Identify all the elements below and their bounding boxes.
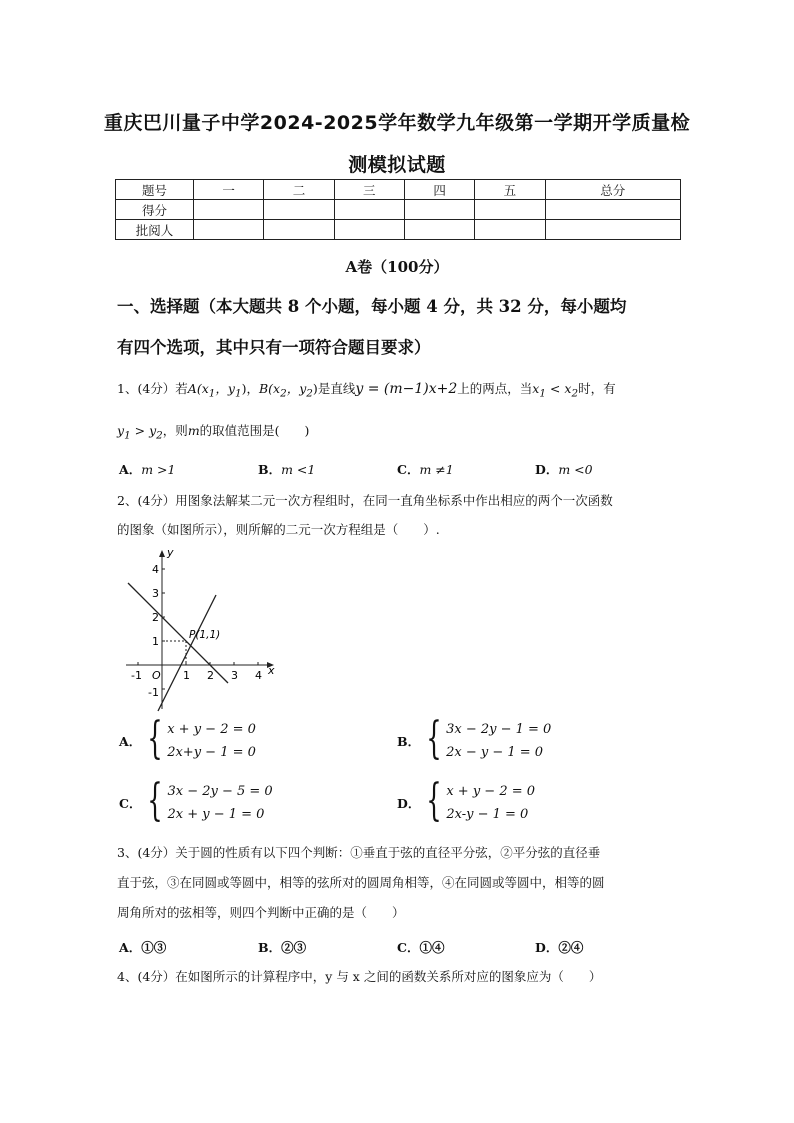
gt: > y xyxy=(130,423,157,438)
question-1-line2 xyxy=(117,414,687,453)
equation: 2x − y − 1 = 0 xyxy=(446,745,544,760)
subscript: 1 xyxy=(234,387,242,400)
option-expr: ①④ xyxy=(419,940,445,955)
question-3-line2: 直于弦，③在同圆或等圆中，相等的弦所对的圆周角相等，④在同圆或等圆中，相等的圆 xyxy=(117,875,605,890)
equation: 2x+y − 1 = 0 xyxy=(167,745,256,760)
score-cell[interactable] xyxy=(264,200,334,220)
reviewer-cell[interactable] xyxy=(334,220,404,240)
option-expr: m >1 xyxy=(141,462,176,477)
q3-option-a[interactable] xyxy=(119,938,166,956)
table-header-cell: 二 xyxy=(264,180,334,200)
x-var: x xyxy=(532,381,540,396)
table-header-cell: 一 xyxy=(194,180,264,200)
subscript: 2 xyxy=(571,387,579,400)
origin-label: O xyxy=(152,669,161,682)
section1-heading-line1: 一、选择题（本大题共 8 个小题，每小题 4 分，共 32 分，每小题均 xyxy=(117,297,627,316)
y-tick-label: -1 xyxy=(148,686,159,699)
separator: ， xyxy=(246,381,259,396)
section-a-heading: A卷（100分） xyxy=(345,258,449,276)
option-expr: ①③ xyxy=(141,940,167,955)
table-header-cell: 五 xyxy=(475,180,545,200)
text: 时，有 xyxy=(578,381,616,396)
reviewer-cell[interactable] xyxy=(194,220,264,240)
x-tick-label: 4 xyxy=(255,669,262,682)
line-2 xyxy=(158,595,216,711)
x-tick-label: -1 xyxy=(131,669,142,682)
reviewer-cell[interactable] xyxy=(264,220,334,240)
score-row xyxy=(116,200,681,220)
text: 上的两点，当 xyxy=(457,381,533,396)
option-expr: m ≠1 xyxy=(419,462,454,477)
subscript: 1 xyxy=(124,429,131,442)
score-table xyxy=(115,179,681,240)
option-label: A． xyxy=(119,940,142,955)
y-tick-label: 1 xyxy=(152,635,159,648)
brace-icon: { xyxy=(426,775,443,826)
equation: x + y − 2 = 0 xyxy=(446,784,536,799)
equation-system xyxy=(420,713,552,764)
m-var: m xyxy=(187,423,200,438)
exam-title-line2: 测模拟试题 xyxy=(348,154,446,176)
equation-system xyxy=(141,775,273,826)
q1-option-c[interactable] xyxy=(397,460,454,478)
equation: 3x − 2y − 5 = 0 xyxy=(167,784,273,799)
coordinate-graph xyxy=(118,546,278,716)
option-label: B． xyxy=(397,734,421,749)
text: 是直线 xyxy=(317,381,356,396)
reviewer-cell[interactable] xyxy=(475,220,545,240)
y-var: y xyxy=(117,423,125,438)
option-label: B． xyxy=(258,940,282,955)
y-tick-label: 2 xyxy=(152,611,159,624)
score-cell[interactable] xyxy=(475,200,545,220)
q2-option-d[interactable] xyxy=(397,775,536,826)
option-expr: ②④ xyxy=(558,940,584,955)
score-cell[interactable] xyxy=(545,200,680,220)
reviewer-cell[interactable] xyxy=(404,220,474,240)
option-expr: ②③ xyxy=(281,940,307,955)
option-label: A． xyxy=(119,462,142,477)
comma-y: ，y xyxy=(215,381,235,396)
question-number: 1、(4分）若 xyxy=(117,381,188,396)
equation-system xyxy=(141,713,256,764)
score-cell[interactable] xyxy=(404,200,474,220)
q2-option-a[interactable] xyxy=(119,713,256,764)
exam-title-line1: 重庆巴川量子中学2024-2025学年数学九年级第一学期开学质量检 xyxy=(103,112,691,134)
equation: x + y − 2 = 0 xyxy=(167,722,256,737)
reviewer-cell[interactable] xyxy=(545,220,680,240)
x-tick-label: 1 xyxy=(183,669,190,682)
q1-option-a[interactable] xyxy=(119,460,175,478)
line-equation: y = (m−1)x+2 xyxy=(355,381,458,397)
option-label: D． xyxy=(535,462,559,477)
q3-option-c[interactable] xyxy=(397,938,444,956)
q3-option-d[interactable] xyxy=(535,938,583,956)
row-label: 批阅人 xyxy=(116,220,194,240)
option-label: B． xyxy=(258,462,282,477)
equation-system xyxy=(420,775,536,826)
subscript: 2 xyxy=(280,387,287,400)
table-header-cell: 三 xyxy=(334,180,404,200)
table-header-cell: 四 xyxy=(404,180,474,200)
question-4-line1: 4、(4分）在如图所示的计算程序中，y 与 x 之间的函数关系所对应的图象应为（ ） xyxy=(117,969,602,984)
comma-y: ，y xyxy=(286,381,307,396)
equation: 2x + y − 1 = 0 xyxy=(167,807,265,822)
equation: 2x-y − 1 = 0 xyxy=(446,807,529,822)
option-label: C． xyxy=(119,796,142,811)
question-2-line2: 的图象（如图所示），则所解的二元一次方程组是（ ）. xyxy=(117,522,440,537)
score-cell[interactable] xyxy=(194,200,264,220)
q3-option-b[interactable] xyxy=(258,938,306,956)
x-tick-label: 2 xyxy=(207,669,214,682)
option-label: D． xyxy=(397,796,421,811)
brace-icon: { xyxy=(426,713,442,764)
reviewer-row xyxy=(116,220,681,240)
q2-option-b[interactable] xyxy=(397,713,552,764)
paren: ) xyxy=(241,381,247,396)
subscript: 1 xyxy=(208,387,216,400)
option-expr: m <0 xyxy=(558,462,593,477)
option-label: A． xyxy=(119,734,142,749)
y-axis-arrow xyxy=(159,550,165,557)
section1-heading-line2: 有四个选项，其中只有一项符合题目要求） xyxy=(117,338,431,357)
option-label: D． xyxy=(535,940,559,955)
option-label: C． xyxy=(397,462,420,477)
score-table-header-row xyxy=(116,180,681,200)
y-tick-label: 3 xyxy=(152,587,159,600)
table-header-cell: 题号 xyxy=(116,180,194,200)
text: 的取值范围是( ) xyxy=(199,423,310,438)
point-b: B(x xyxy=(258,381,281,396)
q1-option-d[interactable] xyxy=(535,460,593,478)
q1-option-b[interactable] xyxy=(258,460,315,478)
subscript: 1 xyxy=(539,387,546,400)
question-2-line1: 2、(4分）用图象法解某二元一次方程组时，在同一直角坐标系中作出相应的两个一次函数 xyxy=(117,493,613,508)
q2-option-c[interactable] xyxy=(119,775,273,826)
y-axis-label: y xyxy=(167,546,174,559)
brace-icon: { xyxy=(147,775,164,826)
table-header-cell: 总分 xyxy=(545,180,680,200)
option-expr: m <1 xyxy=(281,462,316,477)
brace-icon: { xyxy=(147,713,163,764)
x-tick-label: 3 xyxy=(231,669,238,682)
row-label: 得分 xyxy=(116,200,194,220)
lt: < x xyxy=(545,381,572,396)
score-cell[interactable] xyxy=(334,200,404,220)
option-label: C． xyxy=(397,940,420,955)
point-p-label: P(1,1) xyxy=(189,629,221,641)
equation: 3x − 2y − 1 = 0 xyxy=(446,722,552,737)
subscript: 2 xyxy=(156,429,163,442)
question-1-line1 xyxy=(117,372,687,411)
paren: ) xyxy=(312,381,318,396)
question-3-line1: 3、(4分）关于圆的性质有以下四个判断：①垂直于弦的直径平分弦，②平分弦的直径垂 xyxy=(117,845,601,860)
subscript: 2 xyxy=(306,387,313,400)
question-3-line3: 周角所对的弦相等，则四个判断中正确的是（ ） xyxy=(117,905,405,920)
y-tick-label: 4 xyxy=(152,563,159,576)
point-a: A(x xyxy=(187,381,209,396)
x-axis-label: x xyxy=(268,664,275,677)
text: ，则 xyxy=(162,423,188,438)
